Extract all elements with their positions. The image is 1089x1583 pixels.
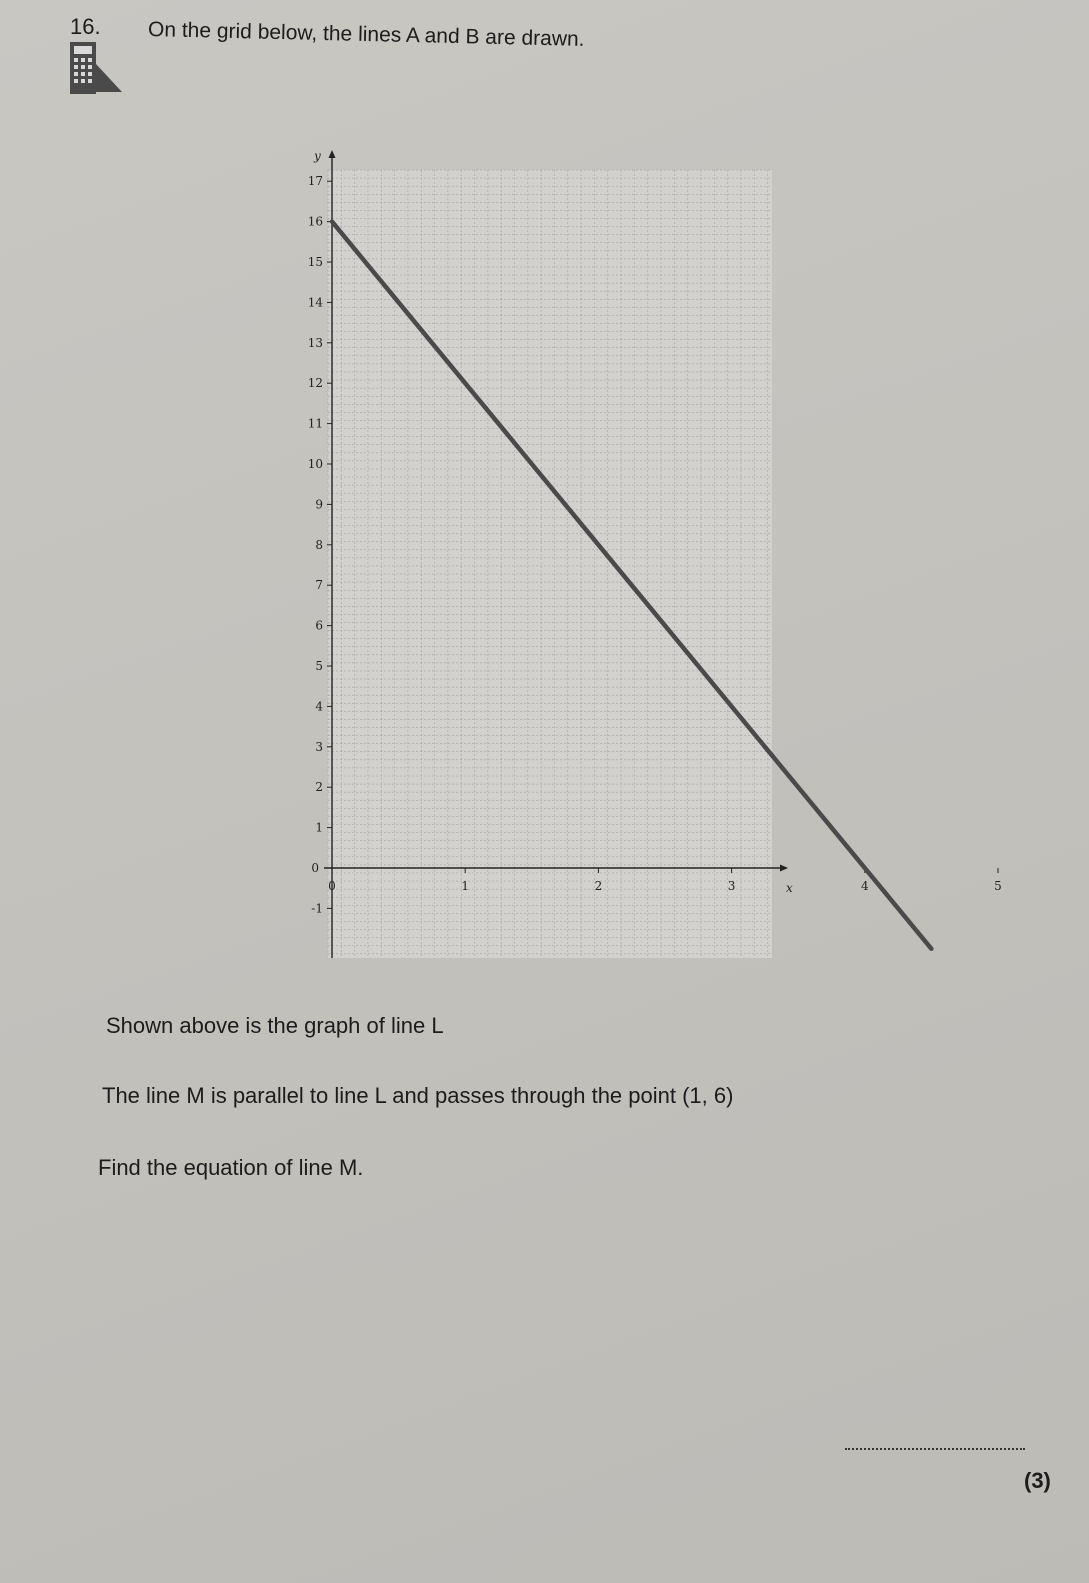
question-instruction: Find the equation of line M. [98,1155,364,1180]
y-tick-label: 11 [307,416,323,431]
y-tick-label: 17 [307,174,323,189]
x-tick-label: 1 [461,879,470,893]
question-number: 16. [70,14,101,39]
y-tick-label: 8 [315,537,323,552]
y-tick-label: 5 [315,659,323,673]
y-tick-label: 3 [315,739,323,754]
y-axis-label: y [314,149,321,163]
y-tick-label: 10 [307,457,323,471]
x-tick-label: 3 [727,879,736,893]
x-tick-label: 2 [594,879,603,893]
y-tick-label: 15 [307,255,323,269]
y-tick-label: -1 [311,901,323,916]
y-tick-label: 6 [315,618,323,633]
calculator-icon [70,42,122,94]
y-tick-label: 4 [315,699,323,714]
marks-label: (3) [1024,1468,1051,1493]
question-statement: The line M is parallel to line L and passes through the point (1, 6) [102,1083,734,1108]
y-tick-label-zero: 0 [311,861,319,875]
y-tick-label: 16 [307,214,323,229]
y-axis-arrow [329,150,336,158]
y-tick-label: 13 [307,335,323,350]
question-heading: On the grid below, the lines A and B are drawn. [147,18,585,51]
origin-label: 0 [328,879,336,893]
graph-caption: Shown above is the graph of line L [106,1013,444,1038]
y-tick-label: 14 [307,295,323,310]
x-axis-arrow [780,865,788,872]
line-graph [280,148,1002,968]
y-tick-label: 12 [307,376,323,391]
answer-line[interactable] [845,1448,1025,1450]
x-axis-label: x [786,881,793,895]
x-tick-label: 5 [994,879,1002,893]
y-tick-label: 7 [315,578,323,593]
y-tick-label: 2 [315,780,323,795]
x-tick-label: 4 [860,879,869,893]
y-tick-label: 1 [315,820,323,835]
y-tick-label: 9 [315,497,323,512]
